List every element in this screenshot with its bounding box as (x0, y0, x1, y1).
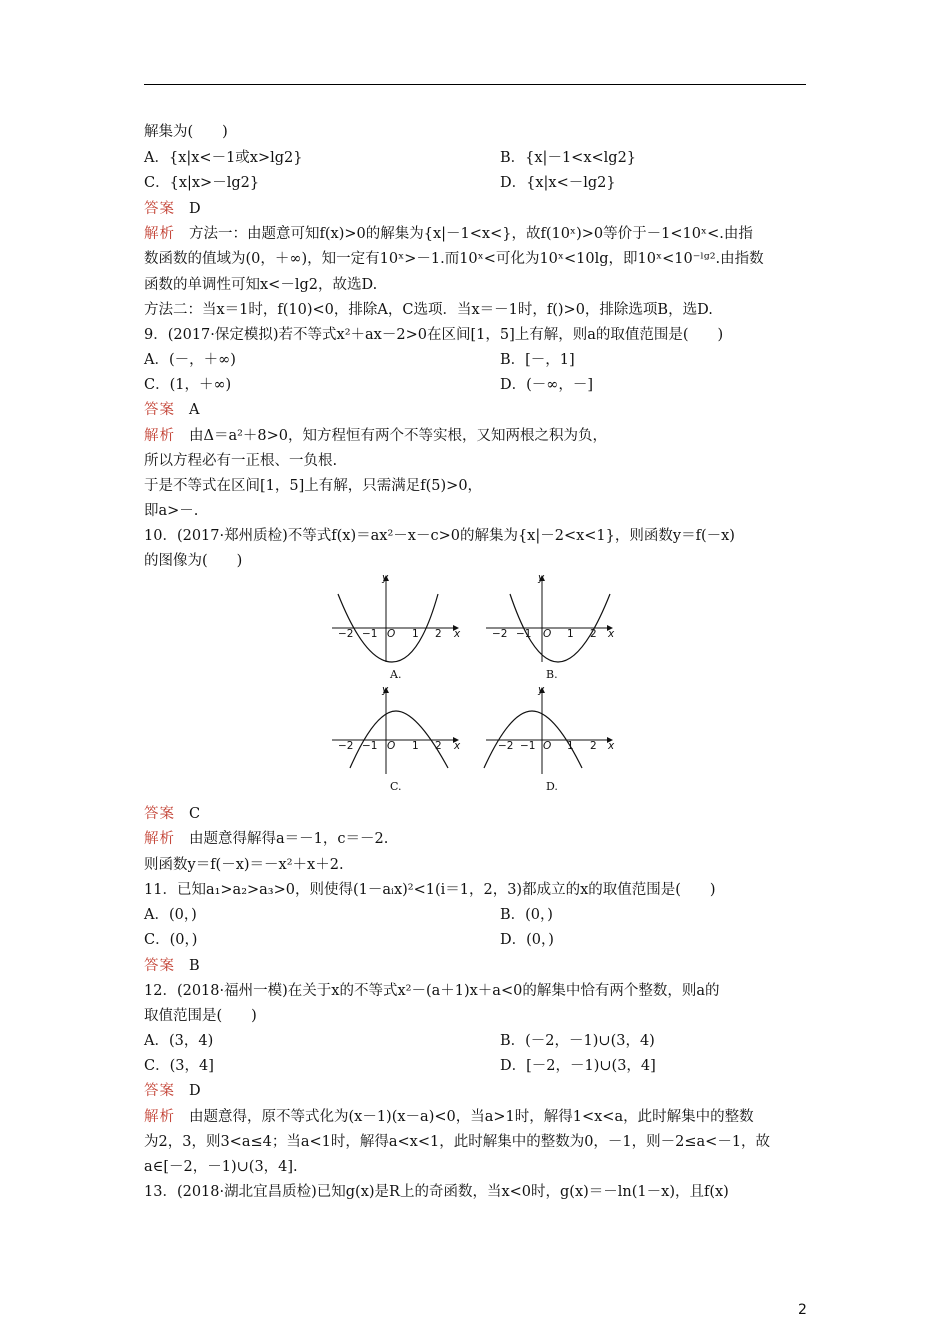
option-c: C．{x|x>－lg2} (144, 175, 260, 191)
analysis-label: 解析 (144, 831, 175, 847)
graph-caption: C. (390, 780, 402, 793)
tick-label: 1 (412, 740, 419, 752)
answer-label: 答案 (144, 806, 175, 822)
axis-y-label: y (382, 684, 389, 696)
answer-label: 答案 (144, 201, 175, 217)
tick-label: 2 (435, 628, 442, 640)
text-line: 则函数y＝f(－x)＝－x²＋x＋2. (144, 857, 344, 873)
analysis-text: 由题意得，原不等式化为(x－1)(x－a)<0，当a>1时，解得1<x<a，此时解集中的整数 (189, 1109, 754, 1125)
tick-label: 2 (590, 628, 597, 640)
tick-label: −2 (338, 740, 354, 752)
axis-x-label: x (608, 628, 615, 640)
axis-y-label: y (538, 572, 545, 584)
tick-label: −2 (498, 740, 514, 752)
option-c: C．(0，) (144, 932, 198, 948)
answer-line (144, 1082, 201, 1100)
text-line: 解集为( ) (144, 124, 228, 140)
analysis-label: 解析 (144, 428, 175, 444)
graph-d (484, 684, 615, 793)
tick-label: −1 (520, 740, 536, 752)
header-rule (144, 84, 806, 85)
option-d: D．(－∞，－] (500, 377, 594, 393)
tick-label: 2 (435, 740, 442, 752)
question-9: 9．(2017·保定模拟)若不等式x²＋ax－2>0在区间[1，5]上有解，则a的取值范围是( ) (144, 327, 724, 343)
graph-a (332, 572, 461, 681)
analysis-label: 解析 (144, 1109, 175, 1125)
option-c: C．(3，4] (144, 1058, 214, 1074)
graph-caption: B. (546, 668, 558, 681)
tick-label: 1 (567, 628, 574, 640)
axis-x-label: x (454, 628, 461, 640)
answer-label: 答案 (144, 958, 175, 974)
question-12: 12．(2018·福州一模)在关于x的不等式x²－(a＋1)x＋a<0的解集中恰有两个整数，则a的 (144, 983, 720, 999)
tick-label: −1 (516, 628, 532, 640)
tick-label: −2 (338, 628, 354, 640)
answer-line (144, 200, 201, 218)
text-line: 即a>－. (144, 503, 199, 519)
tick-label: −1 (362, 740, 378, 752)
text-line: 取值范围是( ) (144, 1008, 257, 1024)
tick-label: −2 (492, 628, 508, 640)
question-11: 11．已知a₁>a₂>a₃>0，则使得(1－aᵢx)²<1(i＝1，2，3)都成立的x的取值范围是( ) (144, 882, 716, 898)
option-b: B．[－，1] (500, 352, 575, 368)
graph-options-figure (320, 568, 630, 798)
analysis-text: 由Δ＝a²＋8>0，知方程恒有两个不等实根，又知两根之积为负， (189, 428, 608, 444)
answer-label: 答案 (144, 1083, 175, 1099)
option-a: A．(－，＋∞) (144, 352, 236, 368)
answer-label: 答案 (144, 402, 175, 418)
option-b: B．(－2，－1)∪(3，4) (500, 1033, 655, 1049)
text-line: 数函数的值域为(0，＋∞)，知一定有10ˣ>－1.而10ˣ<可化为10ˣ<10lg，即10ˣ<10⁻ˡᵍ².由指数 (144, 251, 764, 267)
text-line: 的图像为( ) (144, 553, 243, 569)
answer-value: A (189, 402, 200, 418)
answer-line (144, 805, 200, 823)
text-line: 于是不等式在区间[1，5]上有解，只需满足f(5)>0， (144, 478, 483, 494)
origin-label: O (543, 740, 552, 752)
answer-value: C (189, 806, 201, 822)
question-10: 10．(2017·郑州质检)不等式f(x)＝ax²－x－c>0的解集为{x|－2<x<1}，则函数y＝f(－x) (144, 528, 735, 544)
axis-x-label: x (608, 740, 615, 752)
option-d: D．{x|x<－lg2} (500, 175, 616, 191)
tick-label: 1 (567, 740, 574, 752)
graph-c (332, 684, 461, 793)
axis-x-label: x (454, 740, 461, 752)
option-b: B．(0，) (500, 907, 553, 923)
analysis-line (144, 1108, 754, 1126)
tick-label: −1 (362, 628, 378, 640)
option-a: A．(0，) (144, 907, 197, 923)
analysis-line (144, 225, 753, 243)
answer-line (144, 401, 199, 419)
axis-y-label: y (382, 572, 389, 584)
analysis-label: 解析 (144, 226, 175, 242)
answer-line (144, 957, 200, 975)
text-line: 为2，3，则3<a≤4；当a<1时，解得a<x<1，此时解集中的整数为0，－1，则－2≤a<－1，故 (144, 1134, 771, 1150)
analysis-text: 方法一：由题意可知f(x)>0的解集为{x|－1<x<}，故f(10ˣ)>0等价于－1<10ˣ<.由指 (189, 226, 753, 242)
analysis-text: 由题意得解得a＝－1，c＝－2. (189, 831, 389, 847)
analysis-line (144, 427, 607, 445)
page-number: 2 (798, 1302, 807, 1318)
origin-label: O (387, 628, 396, 640)
text-line: 所以方程必有一正根、一负根. (144, 453, 338, 469)
origin-label: O (543, 628, 552, 640)
graph-b (486, 572, 615, 681)
analysis-line (144, 830, 388, 848)
axis-y-label: y (538, 684, 545, 696)
option-c: C．(1，＋∞) (144, 377, 232, 393)
option-d: D．[－2，－1)∪(3，4] (500, 1058, 656, 1074)
tick-label: 1 (412, 628, 419, 640)
answer-value: D (189, 201, 201, 217)
answer-value: D (189, 1083, 201, 1099)
graph-caption: A. (390, 668, 402, 681)
question-13: 13．(2018·湖北宜昌质检)已知g(x)是R上的奇函数，当x<0时，g(x)＝－ln(1－x)，且f(x) (144, 1184, 729, 1200)
text-line: a∈[－2，－1)∪(3，4]. (144, 1159, 298, 1175)
answer-value: B (189, 958, 200, 974)
text-line: 方法二：当x＝1时，f(10)<0，排除A，C选项．当x＝－1时，f()>0，排除选项B，选D. (144, 302, 713, 318)
graph-caption: D. (546, 780, 558, 793)
option-b: B．{x|－1<x<lg2} (500, 150, 637, 166)
text-line: 函数的单调性可知x<－lg2，故选D. (144, 277, 378, 293)
option-a: A．(3，4) (144, 1033, 214, 1049)
option-a: A．{x|x<－1或x>lg2} (144, 150, 303, 166)
option-d: D．(0，) (500, 932, 554, 948)
tick-label: 2 (590, 740, 597, 752)
origin-label: O (387, 740, 396, 752)
